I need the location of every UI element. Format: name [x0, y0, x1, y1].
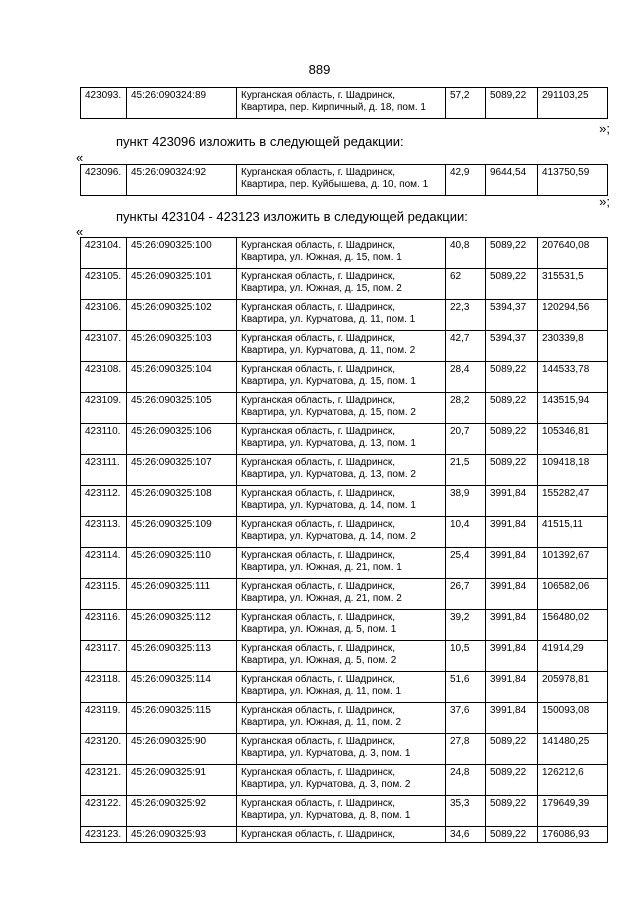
item-number-cell: 423105. — [81, 269, 127, 300]
address-cell: Курганская область, г. Шадринск, Квартира, ул. Южная, д. 15, пом. 2 — [237, 269, 446, 300]
item-number-cell: 423121. — [81, 765, 127, 796]
area-cell: 28,4 — [446, 362, 486, 393]
table-row — [81, 672, 608, 703]
unit-value-cell: 5394,37 — [486, 300, 538, 331]
unit-value-cell: 3991,84 — [486, 548, 538, 579]
address-cell: Курганская область, г. Шадринск, Квартира, ул. Курчатова, д. 14, пом. 1 — [237, 486, 446, 517]
address-cell: Курганская область, г. Шадринск, Квартира, ул. Южная, д. 21, пом. 1 — [237, 548, 446, 579]
table-row — [81, 455, 608, 486]
item-number-cell: 423109. — [81, 393, 127, 424]
item-number-cell: 423113. — [81, 517, 127, 548]
item-number-cell: 423120. — [81, 734, 127, 765]
table-row — [81, 579, 608, 610]
cadastral-number-cell: 45:26:090325:102 — [127, 300, 237, 331]
unit-value-cell: 3991,84 — [486, 579, 538, 610]
cadastral-number-cell: 45:26:090325:115 — [127, 703, 237, 734]
area-cell: 42,7 — [446, 331, 486, 362]
opening-quote: « — [76, 150, 84, 165]
cadastral-number-cell: 45:26:090325:112 — [127, 610, 237, 641]
cadastral-number-cell: 45:26:090325:90 — [127, 734, 237, 765]
table-row — [81, 517, 608, 548]
item-number-cell: 423122. — [81, 796, 127, 827]
table-row — [81, 238, 608, 269]
area-cell: 20,7 — [446, 424, 486, 455]
address-cell: Курганская область, г. Шадринск, Квартира, ул. Южная, д. 5, пом. 2 — [237, 641, 446, 672]
cadastral-number-cell: 45:26:090325:103 — [127, 331, 237, 362]
address-cell: Курганская область, г. Шадринск, Квартира, ул. Курчатова, д. 3, пом. 2 — [237, 765, 446, 796]
area-cell: 39,2 — [446, 610, 486, 641]
cadastral-number-cell: 45:26:090324:92 — [127, 165, 237, 196]
area-cell: 27,8 — [446, 734, 486, 765]
area-cell: 40,8 — [446, 238, 486, 269]
cadastral-number-cell: 45:26:090325:111 — [127, 579, 237, 610]
cadastral-value-cell: 179649,39 — [538, 796, 608, 827]
unit-value-cell: 9644,54 — [486, 165, 538, 196]
cadastral-value-cell: 109418,18 — [538, 455, 608, 486]
cadastral-value-cell: 155282,47 — [538, 486, 608, 517]
cadastral-value-cell: 141480,25 — [538, 734, 608, 765]
area-cell: 62 — [446, 269, 486, 300]
unit-value-cell: 3991,84 — [486, 610, 538, 641]
address-cell: Курганская область, г. Шадринск, Квартира, ул. Южная, д. 15, пом. 1 — [237, 238, 446, 269]
cadastral-value-cell: 315531,5 — [538, 269, 608, 300]
table-row — [81, 165, 608, 196]
cadastral-value-cell: 176086,93 — [538, 827, 608, 843]
item-number-cell: 423118. — [81, 672, 127, 703]
cadastral-value-cell: 106582,06 — [538, 579, 608, 610]
cadastral-number-cell: 45:26:090325:93 — [127, 827, 237, 843]
table-row — [81, 827, 608, 843]
address-cell: Курганская область, г. Шадринск, Квартира, ул. Курчатова, д. 13, пом. 1 — [237, 424, 446, 455]
table-row — [81, 362, 608, 393]
area-cell: 28,2 — [446, 393, 486, 424]
property-table-1 — [80, 87, 608, 119]
cadastral-number-cell: 45:26:090325:100 — [127, 238, 237, 269]
unit-value-cell: 5089,22 — [486, 827, 538, 843]
item-number-cell: 423116. — [81, 610, 127, 641]
cadastral-value-cell: 101392,67 — [538, 548, 608, 579]
cadastral-value-cell: 230339,8 — [538, 331, 608, 362]
cadastral-number-cell: 45:26:090325:91 — [127, 765, 237, 796]
address-cell: Курганская область, г. Шадринск, — [237, 827, 446, 843]
unit-value-cell: 5089,22 — [486, 455, 538, 486]
address-cell: Курганская область, г. Шадринск, Квартира, ул. Курчатова, д. 14, пом. 2 — [237, 517, 446, 548]
cadastral-value-cell: 207640,08 — [538, 238, 608, 269]
item-number-cell: 423115. — [81, 579, 127, 610]
cadastral-number-cell: 45:26:090325:109 — [127, 517, 237, 548]
item-number-cell: 423104. — [81, 238, 127, 269]
table-row — [81, 331, 608, 362]
cadastral-value-cell: 143515,94 — [538, 393, 608, 424]
cadastral-number-cell: 45:26:090325:113 — [127, 641, 237, 672]
area-cell: 25,4 — [446, 548, 486, 579]
area-cell: 10,5 — [446, 641, 486, 672]
property-table-3 — [80, 237, 608, 843]
unit-value-cell: 5089,22 — [486, 88, 538, 119]
unit-value-cell: 5089,22 — [486, 362, 538, 393]
cadastral-number-cell: 45:26:090325:92 — [127, 796, 237, 827]
address-cell: Курганская область, г. Шадринск, Квартира, ул. Южная, д. 5, пом. 1 — [237, 610, 446, 641]
item-number-cell: 423110. — [81, 424, 127, 455]
table-row — [81, 269, 608, 300]
amendment-instruction: пункт 423096 изложить в следующей редакции: — [116, 134, 404, 149]
address-cell: Курганская область, г. Шадринск, Квартира, ул. Курчатова, д. 11, пом. 1 — [237, 300, 446, 331]
table-row — [81, 393, 608, 424]
table-row — [81, 765, 608, 796]
cadastral-number-cell: 45:26:090325:106 — [127, 424, 237, 455]
item-number-cell: 423108. — [81, 362, 127, 393]
address-cell: Курганская область, г. Шадринск, Квартира, пер. Куйбышева, д. 10, пом. 1 — [237, 165, 446, 196]
cadastral-value-cell: 144533,78 — [538, 362, 608, 393]
unit-value-cell: 3991,84 — [486, 517, 538, 548]
cadastral-number-cell: 45:26:090325:105 — [127, 393, 237, 424]
area-cell: 10,4 — [446, 517, 486, 548]
area-cell: 51,6 — [446, 672, 486, 703]
address-cell: Курганская область, г. Шадринск, Квартира, ул. Южная, д. 11, пом. 1 — [237, 672, 446, 703]
cadastral-number-cell: 45:26:090325:104 — [127, 362, 237, 393]
cadastral-value-cell: 126212,6 — [538, 765, 608, 796]
address-cell: Курганская область, г. Шадринск, Квартира, ул. Курчатова, д. 15, пом. 1 — [237, 362, 446, 393]
table-row — [81, 486, 608, 517]
area-cell: 22,3 — [446, 300, 486, 331]
cadastral-number-cell: 45:26:090325:107 — [127, 455, 237, 486]
item-number-cell: 423096. — [81, 165, 127, 196]
table-row — [81, 424, 608, 455]
unit-value-cell: 5089,22 — [486, 269, 538, 300]
item-number-cell: 423119. — [81, 703, 127, 734]
area-cell: 35,3 — [446, 796, 486, 827]
cadastral-value-cell: 41914,29 — [538, 641, 608, 672]
unit-value-cell: 5089,22 — [486, 734, 538, 765]
area-cell: 57,2 — [446, 88, 486, 119]
item-number-cell: 423107. — [81, 331, 127, 362]
cadastral-value-cell: 205978,81 — [538, 672, 608, 703]
unit-value-cell: 5394,37 — [486, 331, 538, 362]
address-cell: Курганская область, г. Шадринск, Квартира, ул. Курчатова, д. 8, пом. 1 — [237, 796, 446, 827]
cadastral-number-cell: 45:26:090325:108 — [127, 486, 237, 517]
unit-value-cell: 5089,22 — [486, 238, 538, 269]
unit-value-cell: 5089,22 — [486, 393, 538, 424]
address-cell: Курганская область, г. Шадринск, Квартира, ул. Южная, д. 11, пом. 2 — [237, 703, 446, 734]
property-table-2 — [80, 164, 608, 196]
table-row — [81, 548, 608, 579]
area-cell: 21,5 — [446, 455, 486, 486]
address-cell: Курганская область, г. Шадринск, Квартира, ул. Курчатова, д. 11, пом. 2 — [237, 331, 446, 362]
area-cell: 42,9 — [446, 165, 486, 196]
table-row — [81, 88, 608, 119]
address-cell: Курганская область, г. Шадринск, Квартира, ул. Курчатова, д. 15, пом. 2 — [237, 393, 446, 424]
area-cell: 24,8 — [446, 765, 486, 796]
closing-quote: »; — [599, 121, 610, 136]
unit-value-cell: 5089,22 — [486, 424, 538, 455]
cadastral-value-cell: 150093,08 — [538, 703, 608, 734]
address-cell: Курганская область, г. Шадринск, Квартира, ул. Курчатова, д. 3, пом. 1 — [237, 734, 446, 765]
item-number-cell: 423123. — [81, 827, 127, 843]
page-number: 889 — [308, 62, 331, 77]
area-cell: 26,7 — [446, 579, 486, 610]
item-number-cell: 423111. — [81, 455, 127, 486]
cadastral-value-cell: 105346,81 — [538, 424, 608, 455]
cadastral-number-cell: 45:26:090325:114 — [127, 672, 237, 703]
cadastral-value-cell: 413750,59 — [538, 165, 608, 196]
cadastral-number-cell: 45:26:090325:101 — [127, 269, 237, 300]
table-row — [81, 703, 608, 734]
unit-value-cell: 5089,22 — [486, 796, 538, 827]
cadastral-number-cell: 45:26:090324:89 — [127, 88, 237, 119]
address-cell: Курганская область, г. Шадринск, Квартира, пер. Кирпичный, д. 18, пом. 1 — [237, 88, 446, 119]
cadastral-value-cell: 291103,25 — [538, 88, 608, 119]
area-cell: 38,9 — [446, 486, 486, 517]
address-cell: Курганская область, г. Шадринск, Квартира, ул. Курчатова, д. 13, пом. 2 — [237, 455, 446, 486]
item-number-cell: 423114. — [81, 548, 127, 579]
unit-value-cell: 3991,84 — [486, 641, 538, 672]
unit-value-cell: 3991,84 — [486, 672, 538, 703]
address-cell: Курганская область, г. Шадринск, Квартира, ул. Южная, д. 21, пом. 2 — [237, 579, 446, 610]
closing-quote: »; — [599, 194, 610, 209]
cadastral-value-cell: 41515,11 — [538, 517, 608, 548]
table-row — [81, 734, 608, 765]
cadastral-value-cell: 156480,02 — [538, 610, 608, 641]
area-cell: 34,6 — [446, 827, 486, 843]
table-row — [81, 641, 608, 672]
item-number-cell: 423093. — [81, 88, 127, 119]
table-row — [81, 300, 608, 331]
table-row — [81, 610, 608, 641]
item-number-cell: 423117. — [81, 641, 127, 672]
unit-value-cell: 3991,84 — [486, 703, 538, 734]
area-cell: 37,6 — [446, 703, 486, 734]
unit-value-cell: 3991,84 — [486, 486, 538, 517]
unit-value-cell: 5089,22 — [486, 765, 538, 796]
cadastral-value-cell: 120294,56 — [538, 300, 608, 331]
table-row — [81, 796, 608, 827]
cadastral-number-cell: 45:26:090325:110 — [127, 548, 237, 579]
item-number-cell: 423106. — [81, 300, 127, 331]
item-number-cell: 423112. — [81, 486, 127, 517]
amendment-instruction: пункты 423104 - 423123 изложить в следующей редакции: — [116, 209, 468, 224]
opening-quote: « — [76, 224, 84, 239]
